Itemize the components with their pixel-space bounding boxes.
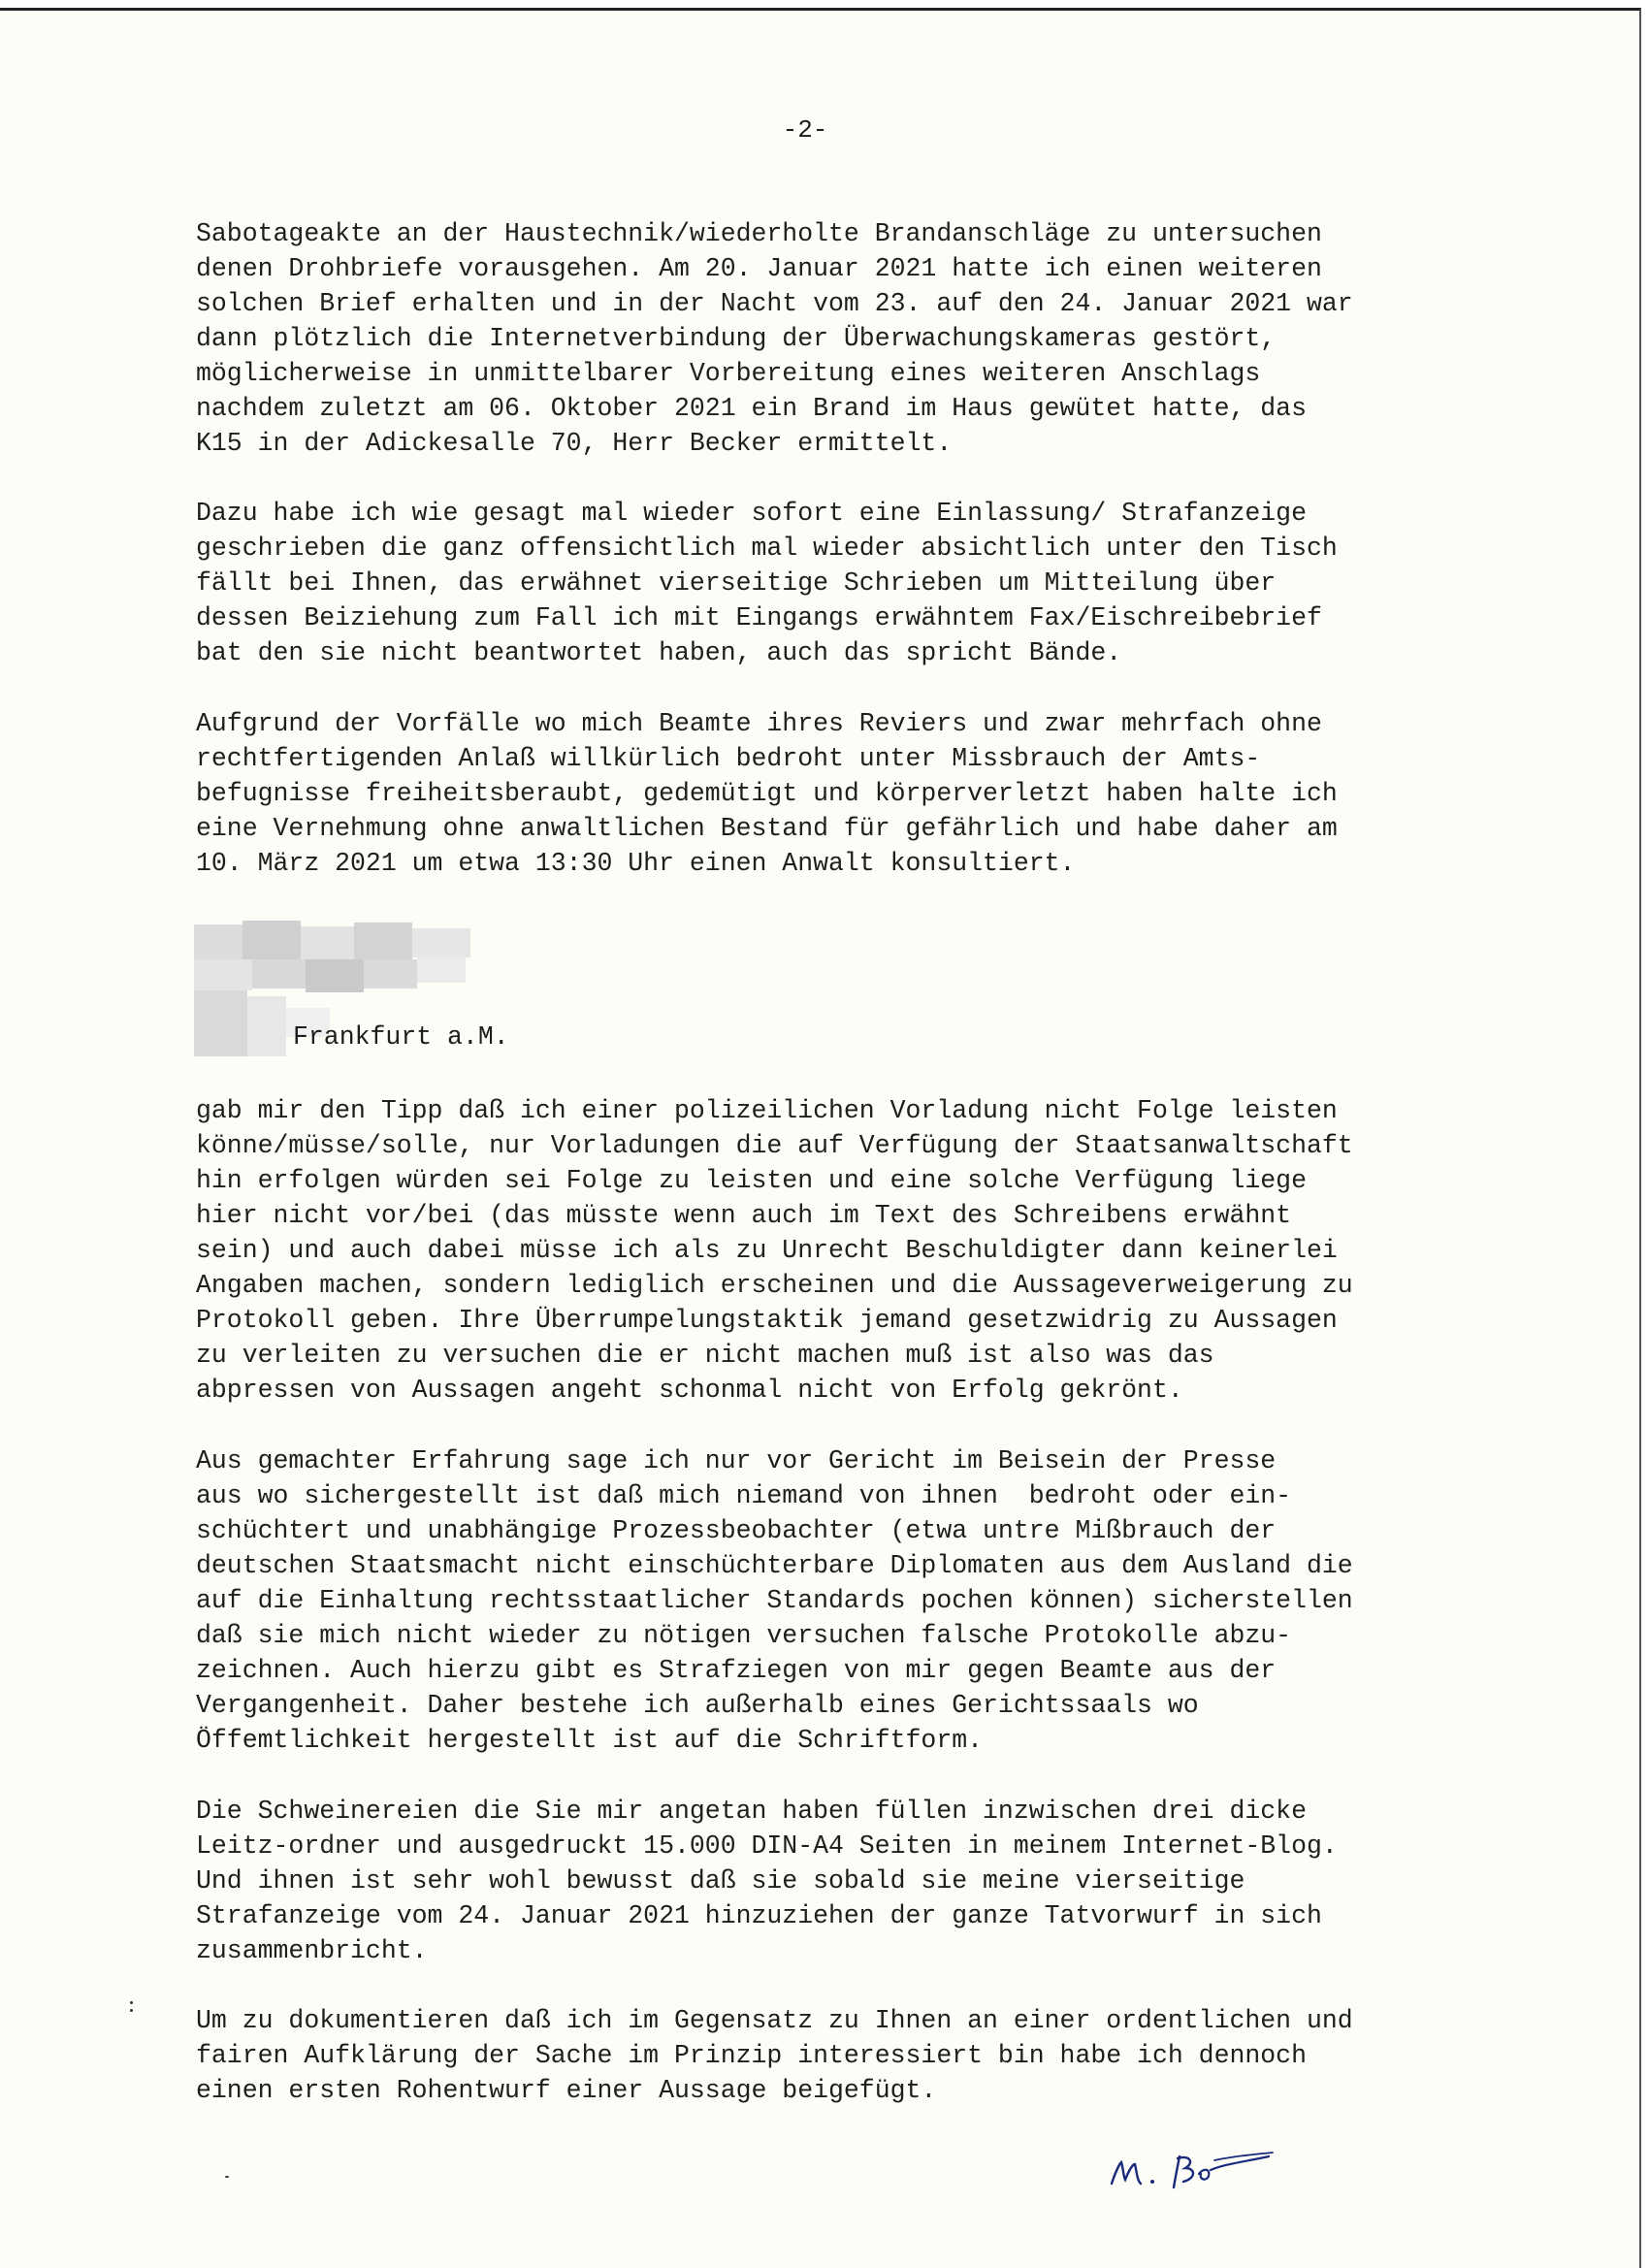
scan-speck xyxy=(130,2009,133,2012)
paragraph-sabotage: Sabotageakte an der Haustechnik/wiederholte Brandanschläge zu untersuchen denen Drohbriefe vorausgehen. Am 20. Januar 2021 hatte ich einen weiteren solchen Brief erhalten und in der Nacht vom 23. auf den 24. Januar 2021 war dann plötzlich die Internetverbindung der Überwachungskameras gestört, möglicherweise in unmittelbarer Vorbereitung eines weiteren Anschlags nachdem zuletzt am 06. Oktober 2021 ein Brand im Haus gewütet hatte, das K15 in der Adickesalle 70, Herr Becker ermittelt. xyxy=(196,219,1353,458)
scan-speck xyxy=(225,2176,229,2178)
paragraph-tipp: gab mir den Tipp daß ich einer polizeilichen Vorladung nicht Folge leisten könne/müsse/solle, nur Vorladungen die auf Verfügung der Staatsanwaltschaft hin erfolgen würden sei Folge zu leisten und eine solche Verfügung liege hier nicht vor/bei (das müsste wenn auch im Text des Schreibens erwähnt sein) und auch dabei müsse ich als zu Unrecht Beschuldigter dann keinerlei Angaben machen, sondern lediglich erscheinen und die Aussageverweigerung zu Protokoll geben. Ihre Überrumpelungstaktik jemand gesetzwidrig zu Aussagen zu verleiten zu versuchen die er nicht machen muß ist also was das abpressen von Aussagen angeht schonmal nicht von Erfolg gekrönt. xyxy=(196,1096,1353,1405)
paragraph-einlassung: Dazu habe ich wie gesagt mal wieder sofort eine Einlassung/ Strafanzeige geschrieben die ganz offensichtlich mal wieder absichtlich unter den Tisch fällt bei Ihnen, das erwähnet vierseitige Schrieben um Mitteilung über dessen Beiziehung zum Fall ich mit Eingangs erwähntem Fax/Eischreibebrief bat den sie nicht beantwortet haben, auch das spricht Bände. xyxy=(196,499,1338,667)
handwritten-signature xyxy=(1106,2135,1280,2203)
address-city: Frankfurt a.M. xyxy=(293,1022,509,1052)
scanned-letter-page xyxy=(0,8,1641,2268)
paragraph-schweinereien: Die Schweinereien die Sie mir angetan haben füllen inzwischen drei dicke Leitz-ordner und ausgedruckt 15.000 DIN-A4 Seiten in meinem Internet-Blog. Und ihnen ist sehr wohl bewusst daß sie sobald sie meine vierseitige Strafanzeige vom 24. Januar 2021 hinzuziehen der ganze Tatvorwurf in sich zusammenbricht. xyxy=(196,1797,1338,1965)
paragraph-vorfaelle: Aufgrund der Vorfälle wo mich Beamte ihres Reviers und zwar mehrfach ohne rechtfertigenden Anlaß willkürlich bedroht unter Missbrauch der Amts- befugnisse freiheitsberaubt, gedemütigt und körperverletzt haben halte ich eine Vernehmung ohne anwaltlichen Bestand für gefährlich und habe daher am 10. März 2021 um etwa 13:30 Uhr einen Anwalt konsultiert. xyxy=(196,709,1338,878)
scan-speck xyxy=(130,2001,133,2004)
paragraph-dokumentieren: Um zu dokumentieren daß ich im Gegensatz zu Ihnen an einer ordentlichen und fairen Aufklärung der Sache im Prinzip interessiert bin habe ich dennoch einen ersten Rohentwurf einer Aussage beigefügt. xyxy=(196,2006,1353,2105)
paragraph-erfahrung: Aus gemachter Erfahrung sage ich nur vor Gericht im Beisein der Presse aus wo sichergestellt ist daß mich niemand von ihnen bedroht oder ein- schüchtert und unabhängige Prozessbeobachter (etwa untre Mißbrauch der deutschen Staatsmacht nicht einschüchterbare Diplomaten aus dem Ausland die auf die Einhaltung rechtsstaatlicher Standards pochen können) sicherstellen daß sie mich nicht wieder zu nötigen versuchen falsche Protokolle abzu- zeichnen. Auch hierzu gibt es Strafziegen von mir gegen Beamte aus der Vergangenheit. Daher bestehe ich außerhalb eines Gerichtssaals wo Öffemtlichkeit hergestellt ist auf die Schriftform. xyxy=(196,1446,1353,1755)
page-number: -2- xyxy=(782,115,828,145)
